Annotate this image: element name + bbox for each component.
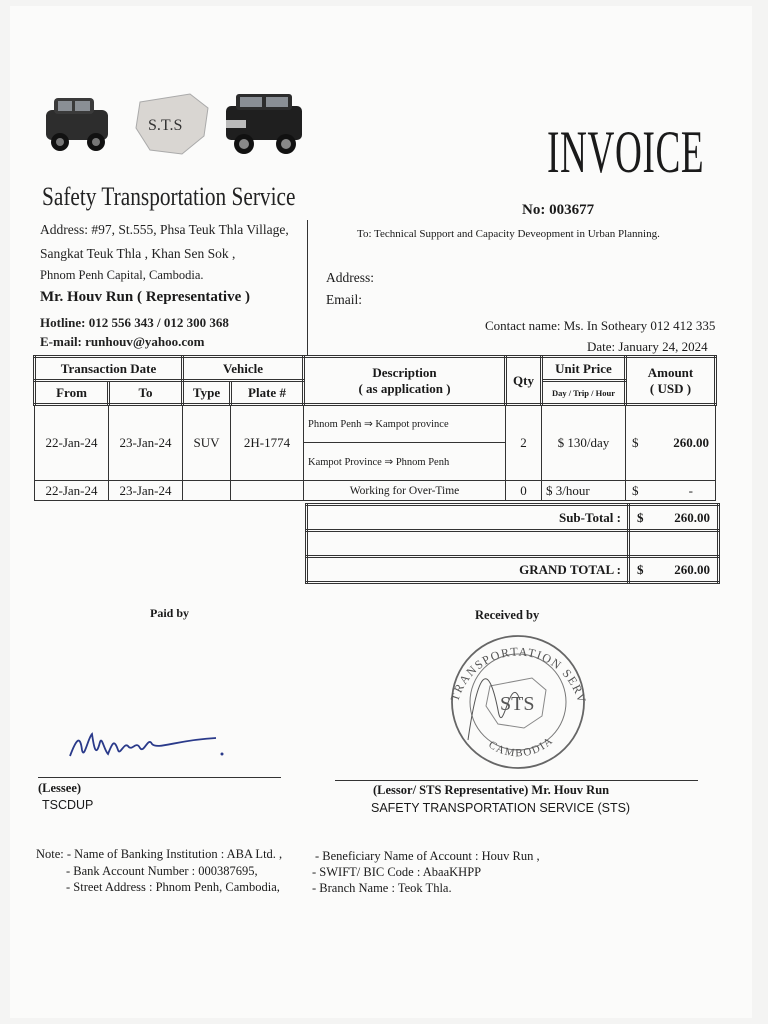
note-street-address: - Street Address : Phnom Penh, Cambodia, — [66, 880, 280, 894]
row1-type: SUV — [183, 405, 231, 481]
row2-plate — [231, 481, 304, 501]
row1-amount-value: 260.00 — [673, 435, 709, 450]
row2-to: 23-Jan-24 — [109, 481, 183, 501]
totals-table — [305, 503, 720, 584]
header-plate: Plate # — [231, 381, 304, 405]
header-qty: Qty — [506, 357, 542, 405]
row2-currency: $ — [632, 482, 639, 498]
company-stamp — [428, 630, 608, 775]
row2-from: 22-Jan-24 — [35, 481, 109, 501]
svg-text:TRANSPORTATION SERVICE: TRANSPORTATION SERV — [447, 644, 590, 706]
header-transaction-date: Transaction Date — [35, 357, 183, 381]
invoice-recipient: To: Technical Support and Capacity Deveopment in Urban Planning. — [357, 228, 660, 240]
header-description — [304, 357, 506, 405]
hotline: Hotline: 012 556 343 / 012 300 368 — [40, 315, 229, 330]
row2-description: Working for Over-Time — [304, 481, 506, 501]
grand-total-currency: $ — [637, 561, 644, 577]
address-line-2: Sangkat Teuk Thla , Khan Sen Sok , — [40, 246, 236, 261]
note-swift: - SWIFT/ BIC Code : AbaaKHPP — [312, 865, 482, 879]
invoice-date: Date: January 24, 2024 — [587, 339, 708, 354]
recipient-email-label: Email: — [326, 292, 362, 307]
transaction-table — [33, 355, 717, 501]
header-unit-price-sub: Day / Trip / Hour — [542, 381, 626, 405]
row1-qty: 2 — [506, 405, 542, 481]
lessor-signature-line — [335, 780, 698, 781]
svg-text:S.T.S: S.T.S — [148, 117, 183, 134]
header-description-label: Description — [372, 364, 437, 380]
blank-row-left — [307, 531, 629, 557]
address-line-3: Phnom Penh Capital, Cambodia. — [40, 268, 204, 282]
lessee-signature-line — [38, 777, 281, 778]
row2-qty: 0 — [506, 481, 542, 501]
header-amount — [626, 357, 716, 405]
header-vehicle: Vehicle — [183, 357, 304, 381]
header-type: Type — [183, 381, 231, 405]
header-to: To — [109, 381, 183, 405]
row1-plate: 2H-1774 — [231, 405, 304, 481]
svg-text:STS: STS — [500, 693, 535, 715]
row2-unit-price: $ 3/hour — [542, 481, 626, 501]
note-bank-name: Note: - Name of Banking Institution : ABA Ltd. , — [36, 847, 283, 861]
suv-left-icon — [46, 98, 108, 151]
note-branch: - Branch Name : Teok Thla. — [312, 881, 452, 895]
header-amount-sub: ( USD ) — [649, 380, 692, 396]
header-from: From — [35, 381, 109, 405]
lessee-signature — [66, 720, 226, 775]
row1-unit-price: $ 130/day — [542, 405, 626, 481]
svg-text:CAMBODIA: CAMBODIA — [486, 734, 556, 760]
grand-total-label: GRAND TOTAL : — [307, 557, 629, 583]
row1-from: 22-Jan-24 — [35, 405, 109, 481]
invoice-number: No: 003677 — [522, 202, 595, 218]
suv-right-icon — [226, 94, 302, 154]
row2-amount-value: - — [688, 482, 693, 498]
lessor-label: (Lessor/ STS Representative) Mr. Houv Run — [373, 783, 610, 797]
note-beneficiary: - Beneficiary Name of Account : Houv Run , — [315, 849, 540, 863]
contact-name: Contact name: Ms. In Sotheary 012 412 335 — [485, 318, 716, 333]
row1-description-1: Phnom Penh ⇒ Kampot province — [304, 405, 506, 443]
subtotal-currency: $ — [637, 509, 644, 525]
row2-amount — [626, 481, 716, 501]
header-unit-price: Unit Price — [542, 357, 626, 381]
grand-total-value: 260.00 — [674, 561, 710, 577]
company-name: Safety Transportation Service — [42, 182, 296, 211]
header-description-sub: ( as application ) — [358, 380, 451, 396]
row1-description-2: Kampot Province ⇒ Phnom Penh — [304, 443, 506, 481]
row2-type — [183, 481, 231, 501]
received-by-label: Received by — [475, 608, 540, 622]
company-email: E-mail: runhouv@yahoo.com — [40, 334, 205, 349]
header-divider — [307, 220, 308, 356]
paid-by-label: Paid by — [150, 606, 190, 620]
row1-amount — [626, 405, 716, 481]
invoice-title: INVOICE — [547, 119, 705, 185]
grand-total-cell — [629, 557, 719, 583]
subtotal-cell — [629, 505, 719, 531]
subtotal-label: Sub-Total : — [307, 505, 629, 531]
recipient-address-label: Address: — [326, 270, 374, 285]
header-amount-label: Amount — [647, 364, 694, 380]
lessor-company: SAFETY TRANSPORTATION SERVICE (STS) — [371, 801, 631, 815]
note-account-number: - Bank Account Number : 000387695, — [66, 864, 258, 878]
row1-currency: $ — [632, 435, 639, 450]
lessee-label: (Lessee) — [38, 781, 82, 795]
representative: Mr. Houv Run ( Representative ) — [40, 289, 250, 305]
row1-to: 23-Jan-24 — [109, 405, 183, 481]
address-line-1: Address: #97, St.555, Phsa Teuk Thla Village, — [40, 222, 289, 237]
lessee-name: TSCDUP — [42, 798, 94, 812]
company-logo — [40, 88, 310, 168]
cambodia-map-icon — [136, 94, 208, 154]
blank-row-right — [629, 531, 719, 557]
subtotal-value: 260.00 — [674, 509, 710, 525]
